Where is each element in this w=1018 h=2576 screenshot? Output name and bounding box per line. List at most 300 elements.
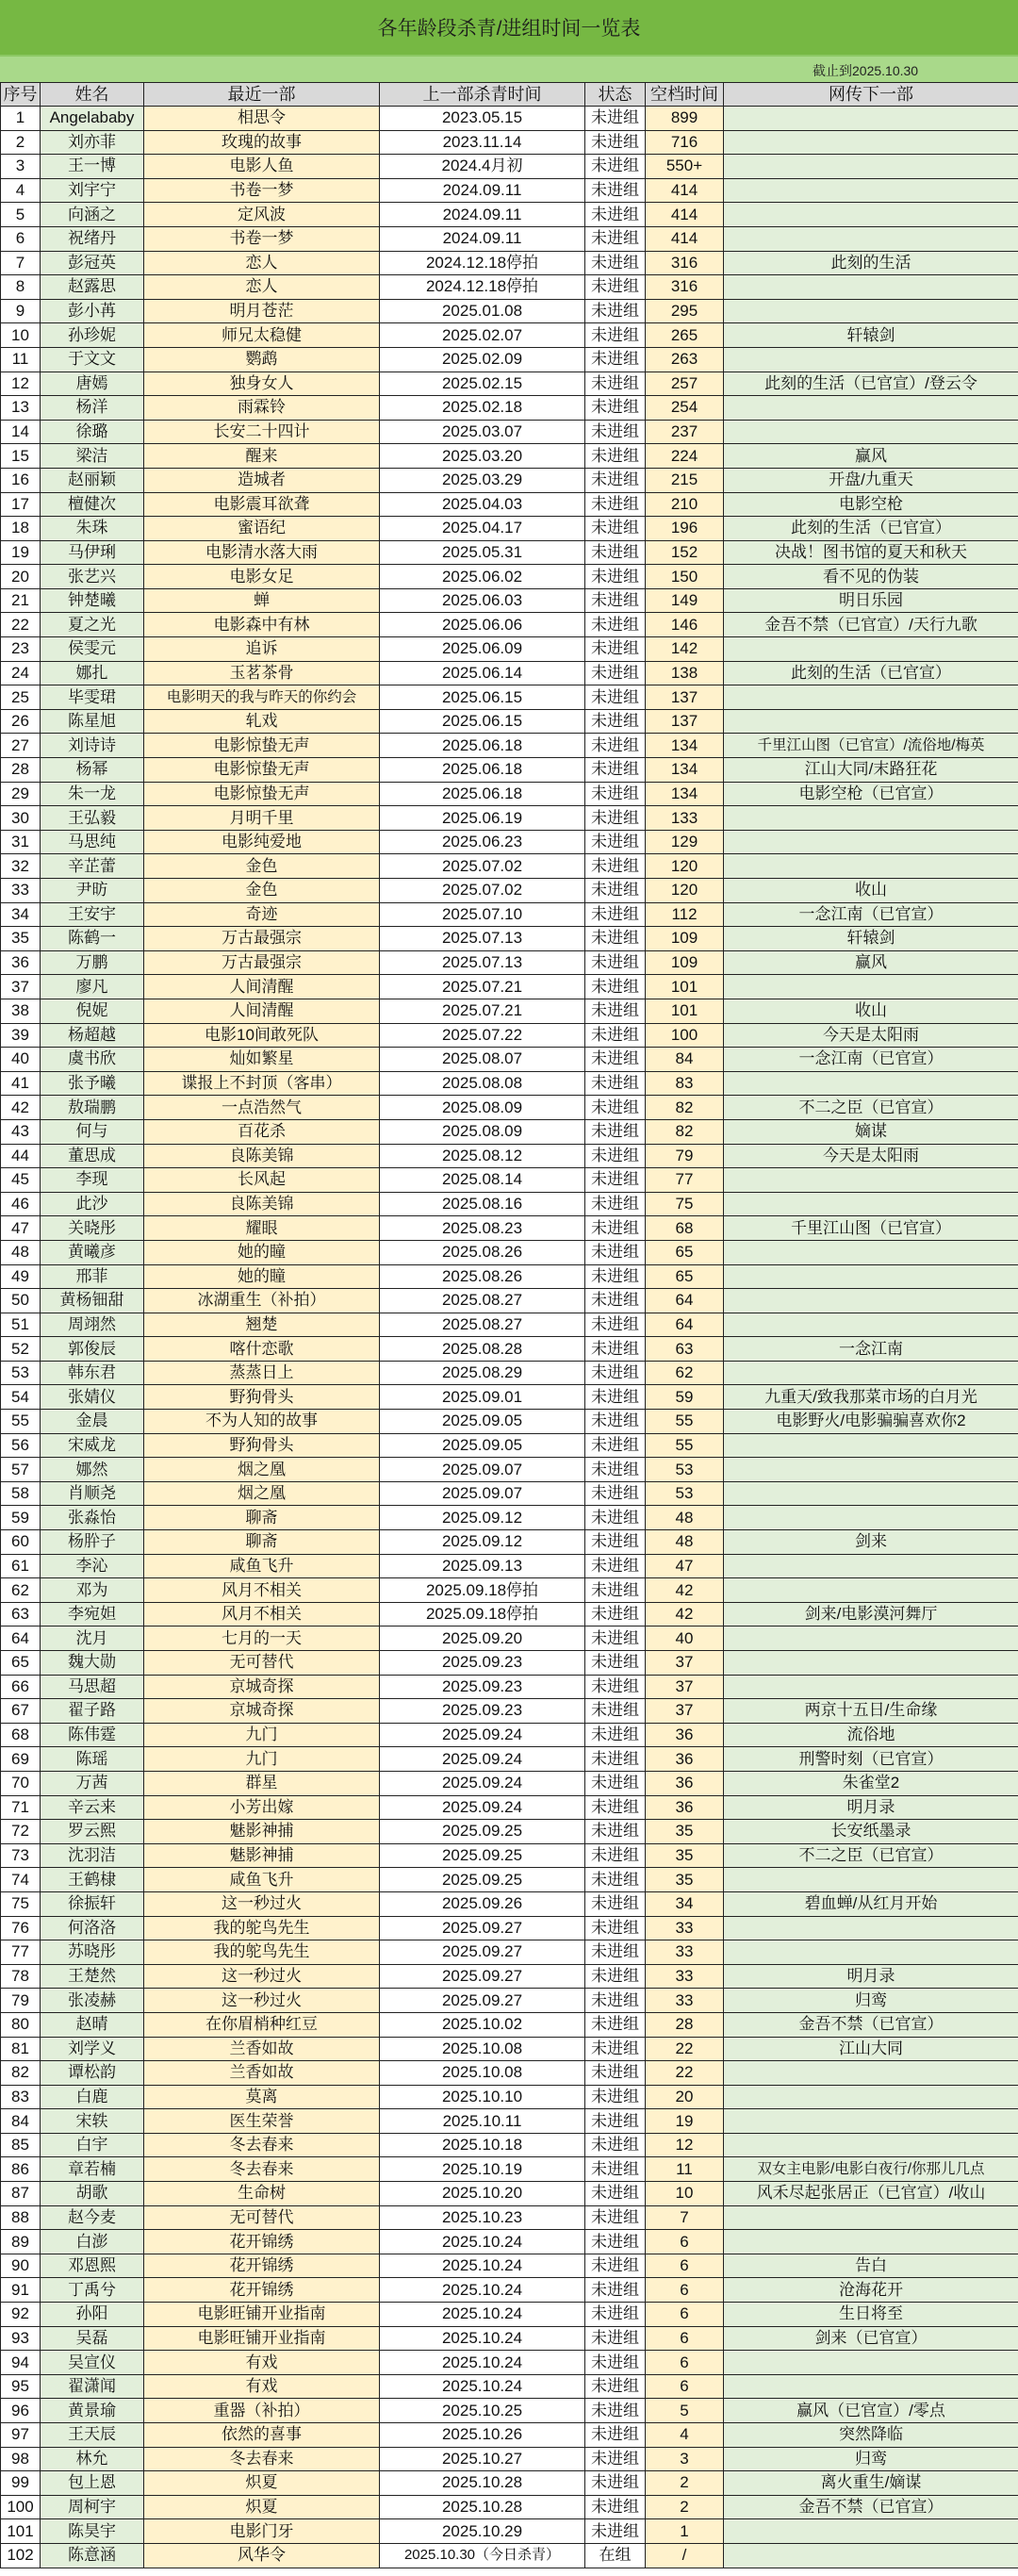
- cell-rumored-next: 朱雀堂2: [724, 1771, 1018, 1795]
- cell-index: 66: [1, 1675, 41, 1699]
- cell-status: 未进组: [585, 1240, 646, 1264]
- cell-wrap-date: 2025.10.19: [380, 2157, 585, 2182]
- cell-status: 未进组: [585, 830, 646, 854]
- cell-recent-work: 咸鱼飞升: [144, 1868, 380, 1892]
- cell-name: 万鹏: [41, 950, 144, 975]
- cell-status: 未进组: [585, 2495, 646, 2519]
- cell-rumored-next: [724, 1554, 1018, 1578]
- cell-recent-work: 生命树: [144, 2182, 380, 2206]
- cell-status: 未进组: [585, 2230, 646, 2254]
- cell-gap-days: 134: [646, 734, 724, 758]
- cell-gap-days: 137: [646, 709, 724, 734]
- cell-recent-work: 花开锦绣: [144, 2230, 380, 2254]
- cell-recent-work: 她的瞳: [144, 1240, 380, 1264]
- cell-name: 周柯宇: [41, 2495, 144, 2519]
- cell-gap-days: 550+: [646, 155, 724, 179]
- page-title: 各年龄段杀青/进组时间一览表: [0, 0, 1018, 57]
- cell-gap-days: 33: [646, 1940, 724, 1965]
- cell-gap-days: 77: [646, 1168, 724, 1193]
- cell-status: 未进组: [585, 517, 646, 541]
- table-row: [1, 2374, 1018, 2399]
- table-row: [1, 902, 1018, 927]
- table-row: [1, 1337, 1018, 1362]
- cell-status: 未进组: [585, 1940, 646, 1965]
- cell-gap-days: 82: [646, 1119, 724, 1144]
- cell-rumored-next: [724, 685, 1018, 710]
- cell-recent-work: 玉茗茶骨: [144, 661, 380, 685]
- cell-gap-days: 48: [646, 1530, 724, 1555]
- table-row: [1, 758, 1018, 783]
- cell-index: 40: [1, 1048, 41, 1072]
- cell-recent-work: 重器（补拍）: [144, 2399, 380, 2423]
- cell-index: 101: [1, 2519, 41, 2544]
- cell-recent-work: 书卷一梦: [144, 178, 380, 203]
- table-row: [1, 1071, 1018, 1096]
- table-row: [1, 1699, 1018, 1724]
- cell-name: 孙阳: [41, 2303, 144, 2327]
- cell-recent-work: 风月不相关: [144, 1602, 380, 1627]
- table-row: [1, 2351, 1018, 2375]
- cell-wrap-date: 2025.03.29: [380, 468, 585, 492]
- cell-recent-work: 恋人: [144, 251, 380, 275]
- cell-name: 张予曦: [41, 1071, 144, 1096]
- cell-index: 97: [1, 2423, 41, 2448]
- cell-recent-work: 花开锦绣: [144, 2278, 380, 2303]
- cell-status: 未进组: [585, 1361, 646, 1385]
- cell-name: 杨洋: [41, 396, 144, 421]
- cell-name: 宋威龙: [41, 1433, 144, 1458]
- cell-gap-days: 6: [646, 2303, 724, 2327]
- cell-name: 敖瑞鹏: [41, 1096, 144, 1120]
- cell-rumored-next: [724, 1651, 1018, 1676]
- cell-gap-days: 40: [646, 1627, 724, 1651]
- cell-wrap-date: 2025.08.09: [380, 1096, 585, 1120]
- cell-index: 98: [1, 2447, 41, 2471]
- table-row: [1, 2230, 1018, 2254]
- cell-gap-days: 64: [646, 1289, 724, 1313]
- cell-recent-work: 良陈美锦: [144, 1144, 380, 1168]
- cell-status: 未进组: [585, 2157, 646, 2182]
- table-row: [1, 854, 1018, 879]
- cell-recent-work: 电影女足: [144, 565, 380, 589]
- cell-recent-work: 电影旺铺开业指南: [144, 2303, 380, 2327]
- table-row: [1, 1361, 1018, 1385]
- cell-recent-work: 恋人: [144, 275, 380, 300]
- cell-name: 白宇: [41, 2133, 144, 2157]
- table-row: [1, 2423, 1018, 2448]
- cell-wrap-date: 2025.05.31: [380, 540, 585, 565]
- cell-index: 55: [1, 1410, 41, 1434]
- cell-rumored-next: 长安纸墨录: [724, 1820, 1018, 1844]
- cell-gap-days: 6: [646, 2326, 724, 2351]
- cell-recent-work: 耀眼: [144, 1216, 380, 1241]
- table-row: [1, 1216, 1018, 1241]
- cell-rumored-next: 剑来（已官宣）: [724, 2326, 1018, 2351]
- cell-name: 关晓彤: [41, 1216, 144, 1241]
- cell-gap-days: 3: [646, 2447, 724, 2471]
- cell-gap-days: 101: [646, 999, 724, 1023]
- cell-gap-days: 237: [646, 420, 724, 444]
- cell-status: 未进组: [585, 975, 646, 999]
- cell-status: 未进组: [585, 1675, 646, 1699]
- cell-index: 91: [1, 2278, 41, 2303]
- cell-index: 54: [1, 1385, 41, 1410]
- cell-status: 未进组: [585, 107, 646, 131]
- table-row: [1, 1989, 1018, 2013]
- cell-status: 未进组: [585, 1481, 646, 1506]
- cell-rumored-next: 轩辕剑: [724, 323, 1018, 348]
- cell-gap-days: 6: [646, 2254, 724, 2278]
- table-body: [1, 107, 1018, 2568]
- cell-wrap-date: 2025.03.07: [380, 420, 585, 444]
- cell-status: 未进组: [585, 2254, 646, 2278]
- table-row: [1, 2061, 1018, 2086]
- cell-rumored-next: 不二之臣（已官宣）: [724, 1843, 1018, 1868]
- table-row: [1, 1554, 1018, 1578]
- table-row: [1, 372, 1018, 396]
- cell-rumored-next: [724, 1361, 1018, 1385]
- table-row: [1, 879, 1018, 903]
- cell-rumored-next: 一念江南（已官宣）: [724, 902, 1018, 927]
- table-row: [1, 613, 1018, 637]
- cell-recent-work: 无可替代: [144, 1651, 380, 1676]
- cell-wrap-date: 2025.09.20: [380, 1627, 585, 1651]
- cell-gap-days: 152: [646, 540, 724, 565]
- cell-status: 未进组: [585, 709, 646, 734]
- cell-name: 林允: [41, 2447, 144, 2471]
- cell-index: 49: [1, 1264, 41, 1289]
- cell-status: 未进组: [585, 927, 646, 951]
- table-row: [1, 517, 1018, 541]
- table-row: [1, 275, 1018, 300]
- cell-index: 85: [1, 2133, 41, 2157]
- table-row: [1, 1723, 1018, 1747]
- cell-recent-work: 电影森中有林: [144, 613, 380, 637]
- cell-index: 51: [1, 1313, 41, 1337]
- cell-rumored-next: 归鸾: [724, 1989, 1018, 2013]
- table-row: [1, 2399, 1018, 2423]
- cell-rumored-next: 开盘/九重天: [724, 468, 1018, 492]
- cell-recent-work: 喀什恋歌: [144, 1337, 380, 1362]
- cell-status: 未进组: [585, 806, 646, 831]
- cell-gap-days: 414: [646, 178, 724, 203]
- cell-recent-work: 人间清醒: [144, 999, 380, 1023]
- table-row: [1, 1578, 1018, 1603]
- cell-rumored-next: 收山: [724, 999, 1018, 1023]
- cell-recent-work: 魅影神捕: [144, 1820, 380, 1844]
- table-row: [1, 1868, 1018, 1892]
- cell-name: 祝绪丹: [41, 226, 144, 251]
- cell-rumored-next: 赢风: [724, 444, 1018, 469]
- table-row: [1, 2157, 1018, 2182]
- cell-name: 唐嫣: [41, 372, 144, 396]
- cell-index: 15: [1, 444, 41, 469]
- cell-index: 58: [1, 1481, 41, 1506]
- table-row: [1, 1843, 1018, 1868]
- cell-index: 81: [1, 2037, 41, 2061]
- cell-name: 彭冠英: [41, 251, 144, 275]
- cell-name: 周翊然: [41, 1313, 144, 1337]
- cell-status: 未进组: [585, 2037, 646, 2061]
- cell-wrap-date: 2025.06.15: [380, 685, 585, 710]
- cell-name: 王一博: [41, 155, 144, 179]
- cell-status: 未进组: [585, 1916, 646, 1940]
- cell-index: 5: [1, 203, 41, 227]
- cell-status: 未进组: [585, 2012, 646, 2037]
- cell-index: 94: [1, 2351, 41, 2375]
- cell-name: 刘亦菲: [41, 130, 144, 155]
- cell-name: Angelababy: [41, 107, 144, 131]
- cell-wrap-date: 2025.04.03: [380, 492, 585, 517]
- cell-wrap-date: 2025.10.24: [380, 2230, 585, 2254]
- cell-index: 75: [1, 1891, 41, 1916]
- cell-recent-work: 聊斋: [144, 1530, 380, 1555]
- cell-rumored-next: [724, 806, 1018, 831]
- cell-index: 24: [1, 661, 41, 685]
- table-row: [1, 1168, 1018, 1193]
- cell-recent-work: 依然的喜事: [144, 2423, 380, 2448]
- cell-rumored-next: [724, 275, 1018, 300]
- cell-name: 何与: [41, 1119, 144, 1144]
- cell-name: 檀健次: [41, 492, 144, 517]
- cell-wrap-date: 2025.09.24: [380, 1723, 585, 1747]
- cell-name: 白澎: [41, 2230, 144, 2254]
- table-row: [1, 1313, 1018, 1337]
- cell-wrap-date: 2025.07.13: [380, 950, 585, 975]
- table-row: [1, 1795, 1018, 1820]
- cell-rumored-next: [724, 1192, 1018, 1216]
- cell-wrap-date: 2025.07.10: [380, 902, 585, 927]
- cell-index: 96: [1, 2399, 41, 2423]
- cell-index: 62: [1, 1578, 41, 1603]
- cell-index: 90: [1, 2254, 41, 2278]
- cell-name: 翟子路: [41, 1699, 144, 1724]
- cell-gap-days: 68: [646, 1216, 724, 1241]
- cell-status: 未进组: [585, 2423, 646, 2448]
- cell-rumored-next: 赢风: [724, 950, 1018, 975]
- cell-index: 48: [1, 1240, 41, 1264]
- cell-wrap-date: 2025.06.06: [380, 613, 585, 637]
- cell-rumored-next: 此刻的生活（已官宣）/登云令: [724, 372, 1018, 396]
- cell-index: 38: [1, 999, 41, 1023]
- cell-wrap-date: 2024.09.11: [380, 178, 585, 203]
- cell-index: 29: [1, 782, 41, 806]
- cell-recent-work: 一点浩然气: [144, 1096, 380, 1120]
- cell-name: 陈伟霆: [41, 1723, 144, 1747]
- cell-gap-days: 37: [646, 1675, 724, 1699]
- cell-gap-days: 33: [646, 1989, 724, 2013]
- cell-name: 刘学义: [41, 2037, 144, 2061]
- cell-status: 未进组: [585, 1506, 646, 1530]
- cell-recent-work: 烟之凰: [144, 1458, 380, 1482]
- cell-name: 倪妮: [41, 999, 144, 1023]
- cell-name: 刘诗诗: [41, 734, 144, 758]
- cell-index: 72: [1, 1820, 41, 1844]
- cell-status: 未进组: [585, 323, 646, 348]
- cell-status: 未进组: [585, 1554, 646, 1578]
- cell-rumored-next: 今天是太阳雨: [724, 1023, 1018, 1048]
- cell-name: 向涵之: [41, 203, 144, 227]
- cell-status: 未进组: [585, 1530, 646, 1555]
- cell-name: 廖凡: [41, 975, 144, 999]
- cell-name: 章若楠: [41, 2157, 144, 2182]
- cell-recent-work: 在你眉梢种红豆: [144, 2012, 380, 2037]
- cell-gap-days: 35: [646, 1820, 724, 1844]
- cell-rumored-next: 电影空枪（已官宣）: [724, 782, 1018, 806]
- cell-recent-work: 炽夏: [144, 2495, 380, 2519]
- table-row: [1, 734, 1018, 758]
- cell-rumored-next: 归鸾: [724, 2447, 1018, 2471]
- cell-status: 未进组: [585, 661, 646, 685]
- cell-recent-work: 金色: [144, 879, 380, 903]
- cell-status: 未进组: [585, 1385, 646, 1410]
- cell-index: 53: [1, 1361, 41, 1385]
- cell-rumored-next: [724, 1675, 1018, 1699]
- cell-rumored-next: 九重天/致我那菜市场的白月光: [724, 1385, 1018, 1410]
- cell-wrap-date: 2025.08.07: [380, 1048, 585, 1072]
- cell-gap-days: 12: [646, 2133, 724, 2157]
- cell-name: 张凌赫: [41, 1989, 144, 2013]
- cell-recent-work: 电影震耳欲聋: [144, 492, 380, 517]
- cell-wrap-date: 2025.09.27: [380, 1964, 585, 1989]
- cell-status: 未进组: [585, 637, 646, 662]
- cell-gap-days: 224: [646, 444, 724, 469]
- cell-name: 梁洁: [41, 444, 144, 469]
- cell-gap-days: 64: [646, 1313, 724, 1337]
- cell-status: 未进组: [585, 2205, 646, 2230]
- cell-name: 邓恩熙: [41, 2254, 144, 2278]
- cell-gap-days: 2: [646, 2471, 724, 2496]
- cell-index: 52: [1, 1337, 41, 1362]
- cell-rumored-next: 金吾不禁（已官宣）/天行九歌: [724, 613, 1018, 637]
- cell-rumored-next: [724, 2205, 1018, 2230]
- cell-status: 未进组: [585, 2326, 646, 2351]
- cell-status: 未进组: [585, 854, 646, 879]
- table-row: [1, 2254, 1018, 2278]
- cell-wrap-date: 2025.10.26: [380, 2423, 585, 2448]
- cell-rumored-next: 一念江南: [724, 1337, 1018, 1362]
- cell-index: 78: [1, 1964, 41, 1989]
- table-row: [1, 155, 1018, 179]
- cell-name: 娜扎: [41, 661, 144, 685]
- cell-wrap-date: 2025.06.03: [380, 588, 585, 613]
- cell-status: 未进组: [585, 1723, 646, 1747]
- cell-recent-work: 风华令: [144, 2543, 380, 2568]
- cell-rumored-next: [724, 1458, 1018, 1482]
- cell-recent-work: 万古最强宗: [144, 927, 380, 951]
- cell-rumored-next: [724, 2085, 1018, 2109]
- cell-index: 39: [1, 1023, 41, 1048]
- table-row: [1, 927, 1018, 951]
- cell-recent-work: 这一秒过火: [144, 1891, 380, 1916]
- table-row: [1, 1627, 1018, 1651]
- table-row: [1, 540, 1018, 565]
- cell-rumored-next: 赢风（已官宣）/零点: [724, 2399, 1018, 2423]
- cell-name: 陈瑶: [41, 1747, 144, 1772]
- cell-name: 虞书欣: [41, 1048, 144, 1072]
- cell-recent-work: 京城奇探: [144, 1699, 380, 1724]
- table-row: [1, 1747, 1018, 1772]
- cell-rumored-next: 此刻的生活（已官宣）: [724, 517, 1018, 541]
- cell-index: 2: [1, 130, 41, 155]
- table-row: [1, 2326, 1018, 2351]
- cell-gap-days: 53: [646, 1458, 724, 1482]
- cell-name: 黄景瑜: [41, 2399, 144, 2423]
- cell-rumored-next: 剑来/电影漠河舞厅: [724, 1602, 1018, 1627]
- cell-recent-work: 良陈美锦: [144, 1192, 380, 1216]
- cell-wrap-date: 2025.10.24: [380, 2278, 585, 2303]
- cell-status: 未进组: [585, 1096, 646, 1120]
- cell-name: 王鹤棣: [41, 1868, 144, 1892]
- cell-name: 毕雯珺: [41, 685, 144, 710]
- cell-index: 69: [1, 1747, 41, 1772]
- table-row: [1, 492, 1018, 517]
- table-row: [1, 2543, 1018, 2568]
- table-row: [1, 1891, 1018, 1916]
- cell-gap-days: 65: [646, 1264, 724, 1289]
- cell-rumored-next: [724, 637, 1018, 662]
- cell-name: 白鹿: [41, 2085, 144, 2109]
- cell-rumored-next: [724, 1506, 1018, 1530]
- cell-wrap-date: 2025.10.02: [380, 2012, 585, 2037]
- cell-wrap-date: 2025.09.05: [380, 1433, 585, 1458]
- cell-rumored-next: [724, 1313, 1018, 1337]
- cell-index: 89: [1, 2230, 41, 2254]
- cell-gap-days: 62: [646, 1361, 724, 1385]
- cell-gap-days: 133: [646, 806, 724, 831]
- cell-gap-days: 20: [646, 2085, 724, 2109]
- table-row: [1, 2205, 1018, 2230]
- cell-index: 59: [1, 1506, 41, 1530]
- cell-wrap-date: 2025.08.27: [380, 1289, 585, 1313]
- cell-wrap-date: 2025.08.12: [380, 1144, 585, 1168]
- cell-status: 未进组: [585, 130, 646, 155]
- schedule-table: [0, 82, 1018, 2568]
- cell-wrap-date: 2025.10.23: [380, 2205, 585, 2230]
- cell-name: 李沁: [41, 1554, 144, 1578]
- cell-gap-days: 149: [646, 588, 724, 613]
- cell-name: 杨幂: [41, 758, 144, 783]
- cell-gap-days: 19: [646, 2109, 724, 2134]
- cell-rumored-next: [724, 2543, 1018, 2568]
- cell-name: 孙珍妮: [41, 323, 144, 348]
- cell-name: 杨超越: [41, 1023, 144, 1048]
- cell-status: 未进组: [585, 2399, 646, 2423]
- cell-wrap-date: 2024.12.18停拍: [380, 251, 585, 275]
- cell-status: 未进组: [585, 2447, 646, 2471]
- cell-name: 包上恩: [41, 2471, 144, 2496]
- cell-status: 未进组: [585, 902, 646, 927]
- cell-name: 赵露思: [41, 275, 144, 300]
- table-row: [1, 2037, 1018, 2061]
- cell-index: 42: [1, 1096, 41, 1120]
- cell-index: 82: [1, 2061, 41, 2086]
- cell-index: 79: [1, 1989, 41, 2013]
- table-row: [1, 1771, 1018, 1795]
- cell-rumored-next: [724, 226, 1018, 251]
- cell-index: 56: [1, 1433, 41, 1458]
- cell-wrap-date: 2025.09.27: [380, 1940, 585, 1965]
- cell-wrap-date: 2025.09.05: [380, 1410, 585, 1434]
- cell-status: 未进组: [585, 1144, 646, 1168]
- cell-recent-work: 独身女人: [144, 372, 380, 396]
- cell-recent-work: 电影门牙: [144, 2519, 380, 2544]
- cell-rumored-next: 刑警时刻（已官宣）: [724, 1747, 1018, 1772]
- cell-wrap-date: 2025.09.24: [380, 1747, 585, 1772]
- cell-index: 63: [1, 1602, 41, 1627]
- cell-wrap-date: 2025.06.23: [380, 830, 585, 854]
- cell-status: 未进组: [585, 1410, 646, 1434]
